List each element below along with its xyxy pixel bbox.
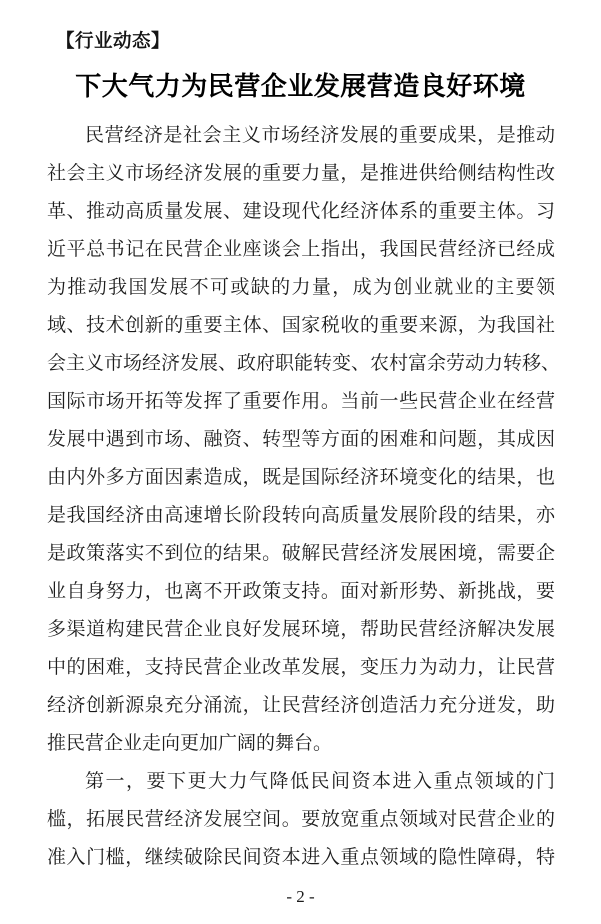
body-text-line: 多渠道构建民营企业良好发展环境，帮助民营经济解决发展: [47, 619, 555, 640]
body-text-line: 会主义市场经济发展、政府职能转变、农村富余劳动力转移、: [47, 353, 561, 374]
section-tag: 【行业动态】: [56, 30, 171, 51]
body-text-line: 推民营企业走向更加广阔的舞台。: [47, 733, 333, 754]
body-text-line: 国际市场开拓等发挥了重要作用。当前一些民营企业在经营: [47, 391, 555, 412]
page-number: - 2 -: [286, 887, 315, 906]
body-text-line: 民营经济是社会主义市场经济发展的重要成果，是推动: [85, 125, 555, 146]
body-text-line: 近平总书记在民营企业座谈会上指出，我国民营经济已经成: [47, 239, 555, 260]
body-text-line: 中的困难，支持民营企业改革发展，变压力为动力，让民营: [47, 657, 555, 678]
body-text-line: 第一，要下更大力气降低民间资本进入重点领域的门: [85, 771, 555, 792]
body-text-line: 是政策落实不到位的结果。破解民营经济发展困境，需要企: [47, 543, 555, 564]
body-text-line: 经济创新源泉充分涌流，让民营经济创造活力充分迸发，助: [47, 695, 555, 716]
body-text-line: 域、技术创新的重要主体、国家税收的重要来源，为我国社: [47, 315, 555, 336]
body-text-line: 革、推动高质量发展、建设现代化经济体系的重要主体。习: [47, 201, 555, 222]
body-text-line: 为推动我国发展不可或缺的力量，成为创业就业的主要领: [47, 277, 555, 298]
body-text-line: 业自身努力，也离不开政策支持。面对新形势、新挑战，要: [47, 581, 555, 602]
document-body: [47, 117, 561, 877]
body-text-line: 社会主义市场经济发展的重要力量，是推进供给侧结构性改: [47, 163, 555, 184]
body-text-line: 准入门槛，继续破除民间资本进入重点领域的隐性障碍，特: [47, 847, 555, 868]
body-text-line: 槛，拓展民营经济发展空间。要放宽重点领域对民营企业的: [47, 809, 555, 830]
page-title: 下大气力为民营企业发展营造良好环境: [75, 72, 526, 101]
body-text-line: 发展中遇到市场、融资、转型等方面的困难和问题，其成因: [47, 429, 555, 450]
body-text-line: 是我国经济由高速增长阶段转向高质量发展阶段的结果，亦: [47, 505, 555, 526]
body-text-line: 由内外多方面因素造成，既是国际经济环境变化的结果，也: [47, 467, 555, 488]
